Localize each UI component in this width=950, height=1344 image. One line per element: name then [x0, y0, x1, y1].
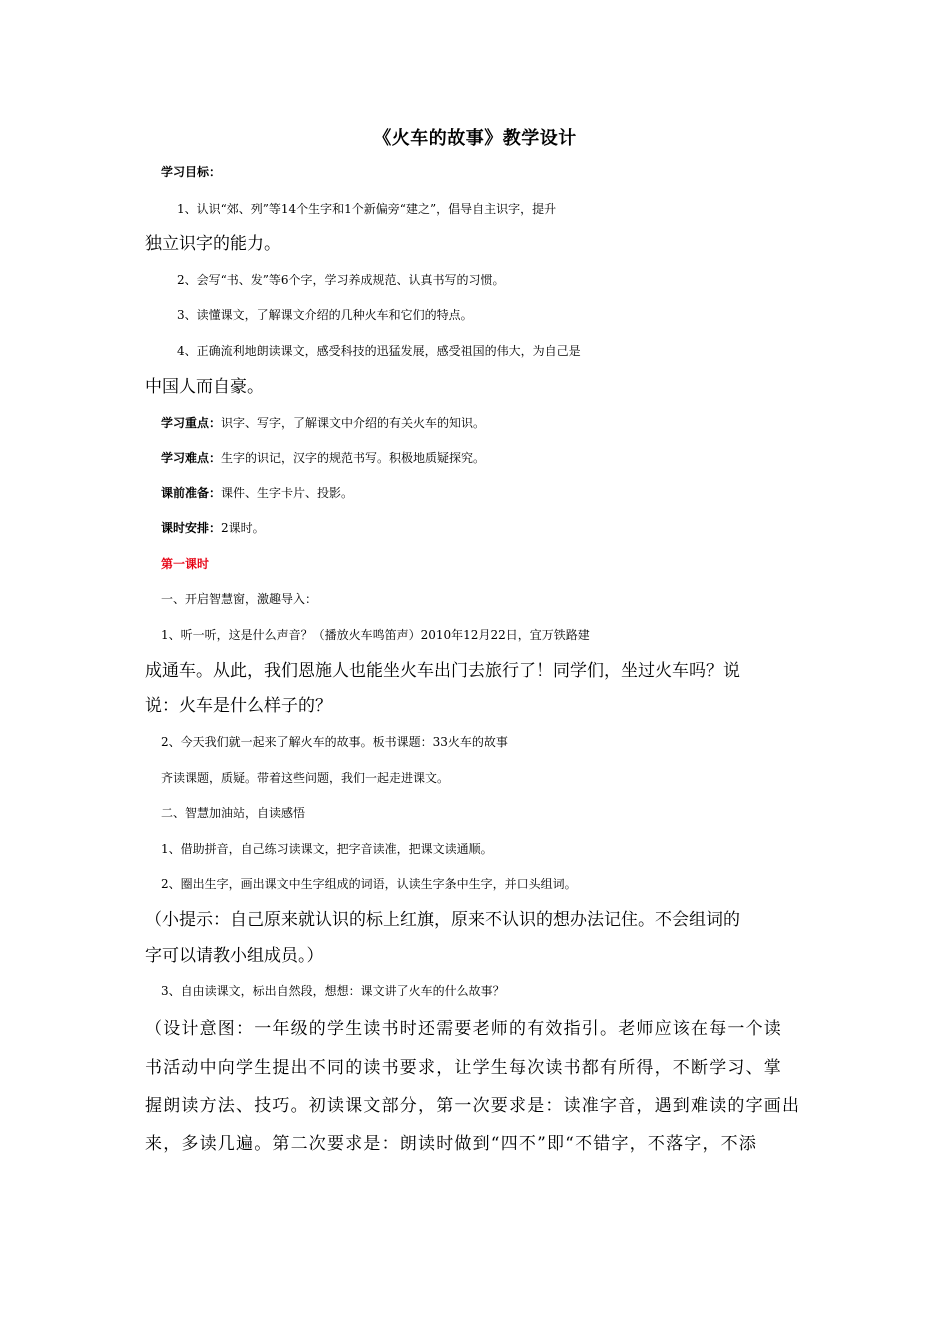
preparation-label: 课前准备：	[161, 486, 222, 500]
design-intent-line-4: 来，多读几遍。第二次要求是：朗读时做到“四不”即“不错字，不落字，不添	[145, 1134, 758, 1154]
paragraph-1-line-1: 1、听一听，这是什么声音？（播放火车鸣笛声）2010年12月22日，宜万铁路建	[161, 628, 590, 642]
key-points	[161, 411, 826, 435]
key-points-label: 学习重点：	[161, 416, 222, 430]
paragraph-3: 齐读课题，质疑。带着这些问题，我们一起走进课文。	[161, 771, 450, 785]
objective-3: 3、读懂课文，了解课文介绍的几种火车和它们的特点。	[177, 308, 473, 322]
step-1: 1、借助拼音，自己练习读课文，把字音读准，把课文读通顺。	[161, 842, 493, 856]
preparation-text: 课件、生字卡片、投影。	[221, 486, 354, 500]
step-2: 2、圈出生字，画出课文中生字组成的词语，认读生字条中生字，并口头组词。	[161, 877, 577, 891]
paragraph-1-line-2: 成通车。从此，我们恩施人也能坐火车出门去旅行了！同学们，坐过火车吗？说	[145, 661, 740, 681]
section-2-heading: 二、智慧加油站，自读感悟	[161, 806, 306, 820]
class-hours-label: 课时安排：	[161, 521, 222, 535]
objectives-heading: 学习目标：	[161, 165, 222, 179]
objective-4-line-1: 4、正确流利地朗读课文，感受科技的迅猛发展，感受祖国的伟大，为自己是	[177, 344, 581, 358]
class-hours-text: 2课时。	[221, 521, 265, 535]
step-2-tip-line-1: （小提示：自己原来就认识的标上红旗，原来不认识的想办法记住。不会组词的	[145, 910, 740, 930]
difficult-points-text: 生字的识记，汉字的规范书写。积极地质疑探究。	[221, 451, 486, 465]
step-3: 3、自由读课文，标出自然段，想想：课文讲了火车的什么故事？	[161, 984, 505, 998]
difficult-points	[161, 446, 826, 470]
objective-1-line-1: 1、认识“郊、列”等14个生字和1个新偏旁“建之”，倡导自主识字，提升	[177, 202, 557, 216]
step-2-tip-line-2: 字可以请教小组成员。）	[145, 946, 324, 966]
preparation	[161, 481, 826, 505]
paragraph-2: 2、今天我们就一起来了解火车的故事。板书课题：33火车的故事	[161, 735, 508, 749]
key-points-text: 识字、写字，了解课文中介绍的有关火车的知识。	[221, 416, 486, 430]
design-intent-line-1: （设计意图：一年级的学生读书时还需要老师的有效指引。老师应该在每一个读	[145, 1019, 782, 1039]
difficult-points-label: 学习难点：	[161, 451, 222, 465]
section-1-heading: 一、开启智慧窗，激趣导入：	[161, 592, 318, 606]
paragraph-1-line-3: 说：火车是什么样子的？	[145, 696, 332, 716]
lesson-1-heading: 第一课时	[161, 557, 210, 571]
design-intent-line-3: 握朗读方法、技巧。初读课文部分，第一次要求是：读准字音，遇到难读的字画出	[145, 1096, 801, 1116]
design-intent-line-2: 书活动中向学生提出不同的读书要求，让学生每次读书都有所得，不断学习、掌	[145, 1058, 782, 1078]
objective-2: 2、会写“书、发”等6个字，学习养成规范、认真书写的习惯。	[177, 273, 505, 287]
class-hours	[161, 516, 826, 540]
objective-1-line-2: 独立识字的能力。	[145, 234, 281, 254]
document-title: 《火车的故事》教学设计	[373, 128, 577, 149]
objective-4-line-2: 中国人而自豪。	[145, 377, 264, 397]
